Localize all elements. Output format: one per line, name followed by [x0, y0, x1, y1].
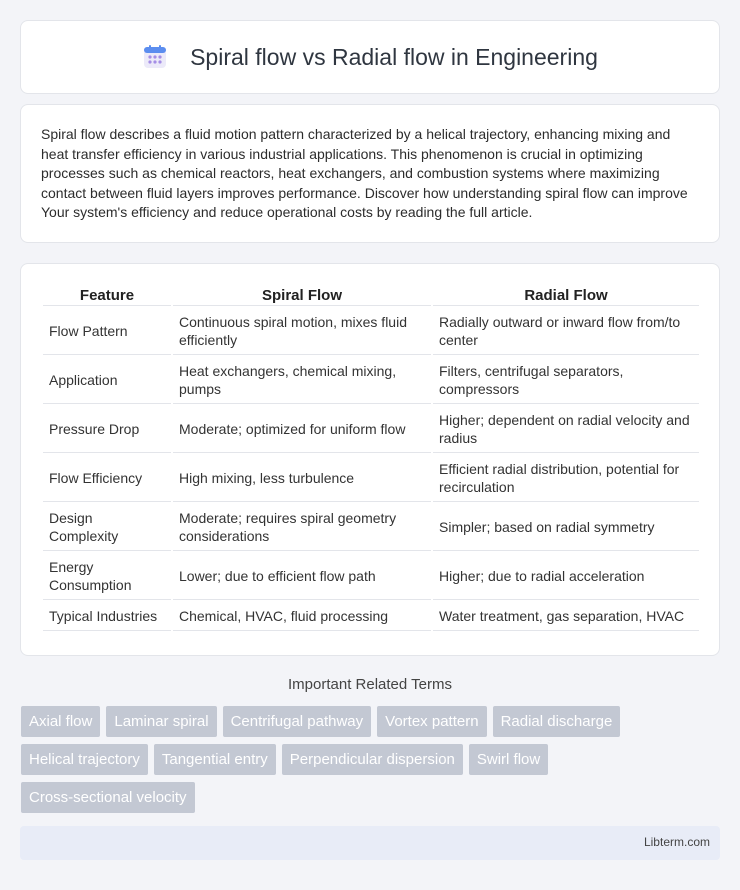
feature-cell: Flow Pattern: [43, 308, 171, 355]
radial-cell: Filters, centrifugal separators, compressors: [433, 357, 699, 404]
feature-cell: Energy Consumption: [43, 553, 171, 600]
radial-cell: Water treatment, gas separation, HVAC: [433, 602, 699, 631]
title-card: [20, 20, 720, 94]
spiral-cell: Heat exchangers, chemical mixing, pumps: [173, 357, 431, 404]
related-term-tag[interactable]: Radial discharge: [493, 706, 621, 737]
related-term-tag[interactable]: Axial flow: [21, 706, 100, 737]
table-row: [43, 406, 699, 453]
related-terms-title: Important Related Terms: [288, 676, 452, 693]
comparison-table: [41, 284, 701, 633]
feature-cell: Application: [43, 357, 171, 404]
radial-cell: Higher; due to radial acceleration: [433, 553, 699, 600]
table-row: [43, 357, 699, 404]
related-term-tag[interactable]: Centrifugal pathway: [223, 706, 372, 737]
related-term-tag[interactable]: Swirl flow: [469, 744, 548, 775]
feature-cell: Pressure Drop: [43, 406, 171, 453]
feature-cell: Flow Efficiency: [43, 455, 171, 502]
feature-cell: Typical Industries: [43, 602, 171, 631]
related-term-tag[interactable]: Tangential entry: [154, 744, 276, 775]
spiral-cell: Moderate; optimized for uniform flow: [173, 406, 431, 453]
table-row: [43, 455, 699, 502]
header-spiral-flow: Spiral Flow: [173, 286, 431, 306]
header-radial-flow: Radial Flow: [433, 286, 699, 306]
table-row: [43, 308, 699, 355]
radial-cell: Simpler; based on radial symmetry: [433, 504, 699, 551]
related-terms-list: [21, 706, 721, 813]
table-row: [43, 602, 699, 631]
page-title: Spiral flow vs Radial flow in Engineering: [190, 43, 598, 70]
spiral-cell: Lower; due to efficient flow path: [173, 553, 431, 600]
intro-card: [20, 104, 720, 243]
related-term-tag[interactable]: Vortex pattern: [377, 706, 486, 737]
spiral-cell: Chemical, HVAC, fluid processing: [173, 602, 431, 631]
table-row: [43, 553, 699, 600]
radial-cell: Efficient radial distribution, potential for recirculation: [433, 455, 699, 502]
related-term-tag[interactable]: Laminar spiral: [106, 706, 216, 737]
related-term-tag[interactable]: Perpendicular dispersion: [282, 744, 463, 775]
table-header-row: [43, 286, 699, 306]
feature-cell: Design Complexity: [43, 504, 171, 551]
radial-cell: Higher; dependent on radial velocity and radius: [433, 406, 699, 453]
related-term-tag[interactable]: Cross-sectional velocity: [21, 782, 195, 813]
footer: [20, 826, 720, 860]
footer-site-link[interactable]: Libterm.com: [643, 835, 710, 849]
table-row: [43, 504, 699, 551]
radial-cell: Radially outward or inward flow from/to center: [433, 308, 699, 355]
calendar-icon: [142, 44, 168, 70]
spiral-cell: High mixing, less turbulence: [173, 455, 431, 502]
comparison-card: [20, 263, 720, 656]
header-feature: Feature: [43, 286, 171, 306]
related-term-tag[interactable]: Helical trajectory: [21, 744, 148, 775]
spiral-cell: Continuous spiral motion, mixes fluid efficiently: [173, 308, 431, 355]
intro-text: Spiral flow describes a fluid motion pattern characterized by a helical trajectory, enhancing mixing and heat transfer efficiency in various industrial applications. This phenomenon is crucial in optimizing processes such as chemical reactors, heat exchangers, and combustion systems where maximizing contact between fluid layers improves performance. Discover how understanding spiral flow can improve Your system's efficiency and reduce operational costs by reading the full article.: [41, 126, 688, 221]
spiral-cell: Moderate; requires spiral geometry considerations: [173, 504, 431, 551]
